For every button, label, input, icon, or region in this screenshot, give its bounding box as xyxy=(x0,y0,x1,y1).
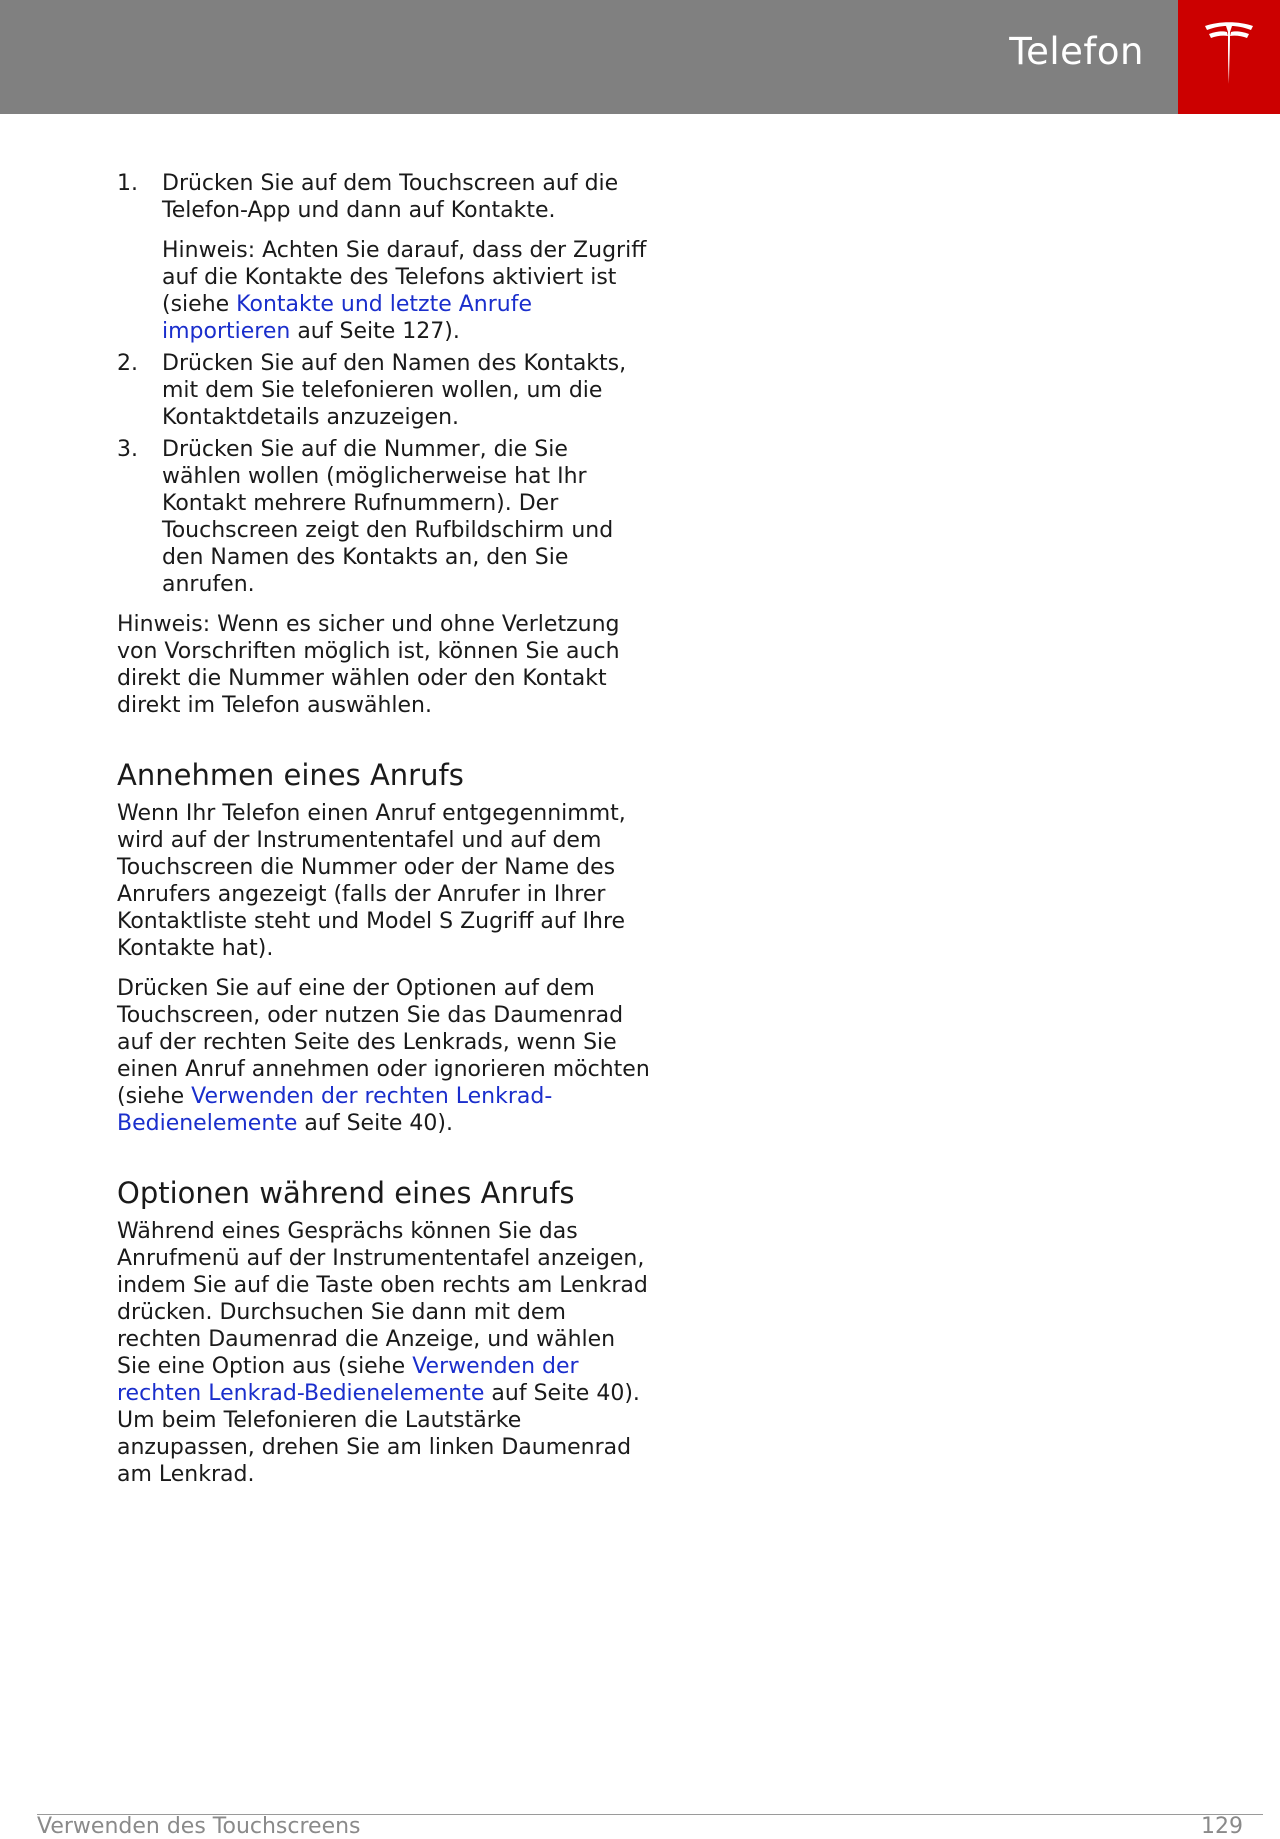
paragraph: Drücken Sie auf eine der Optionen auf dem Touchscreen, oder nutzen Sie das Daumenrad auf der rechten Seite des Lenkrads, wenn Sie einen Anruf annehmen oder ignorieren möchten (siehe Verwenden der rechten Lenkrad-Bedienelemente auf Seite 40). xyxy=(117,976,650,1136)
paragraph: Während eines Gesprächs können Sie das Anrufmenü auf der Instrumententafel anzeigen, indem Sie auf die Taste oben rechts am Lenkrad drücken. Durchsuchen Sie dann mit dem rechten Daumenrad die Anzeige, und wählen Sie eine Option aus (siehe Verwenden der rechten Lenkrad-Bedienelemente auf Seite 40). Um beim Telefonieren die Lautstärke anzupassen, drehen Sie am linken Daumenrad am Lenkrad. xyxy=(117,1219,648,1487)
page-header xyxy=(0,0,1280,114)
link-lenkrad-bedienelemente[interactable]: Verwenden der rechten Lenkrad-Bedienelemente xyxy=(117,1084,553,1136)
main-content xyxy=(117,170,652,1488)
step-text: Drücken Sie auf die Nummer, die Sie wählen wollen (möglicherweise hat Ihr Kontakt mehrere Rufnummern). Der Touchscreen zeigt den Rufbildschirm und den Namen des Kontakts an, den Sie anrufen. xyxy=(162,437,614,597)
section-heading-annehmen: Annehmen eines Anrufs xyxy=(117,758,464,792)
footer-section-name: Verwenden des Touchscreens xyxy=(37,1814,361,1839)
logo-box xyxy=(1178,0,1280,114)
footer-page-number: 129 xyxy=(1201,1814,1243,1839)
link-kontakte-importieren[interactable]: Kontakte und letzte Anrufe importieren xyxy=(162,292,532,344)
tesla-t-logo-icon xyxy=(1203,20,1255,86)
step-number: 1. xyxy=(117,171,138,196)
step-number: 2. xyxy=(117,351,138,376)
step-text: Drücken Sie auf den Namen des Kontakts, mit dem Sie telefonieren wollen, um die Kontaktdetails anzuzeigen. xyxy=(162,351,627,430)
chapter-title: Telefon xyxy=(1009,30,1144,73)
step-number: 3. xyxy=(117,437,138,462)
note-paragraph: Hinweis: Wenn es sicher und ohne Verletzung von Vorschriften möglich ist, können Sie auch direkt die Nummer wählen oder den Kontakt direkt im Telefon auswählen. xyxy=(117,612,620,718)
step-item xyxy=(117,170,652,345)
section-heading-optionen: Optionen während eines Anrufs xyxy=(117,1176,575,1210)
step-item xyxy=(117,350,652,431)
paragraph: Wenn Ihr Telefon einen Anruf entgegennimmt, wird auf der Instrumententafel und auf dem Touchscreen die Nummer oder der Name des Anrufers angezeigt (falls der Anrufer in Ihrer Kontaktliste steht und Model S Zugriff auf Ihre Kontakte hat). xyxy=(117,801,626,961)
step-item xyxy=(117,436,652,598)
link-lenkrad-bedienelemente-2[interactable]: Verwenden der rechten Lenkrad-Bedienelemente xyxy=(117,1354,579,1406)
step-note: Hinweis: Achten Sie darauf, dass der Zugriff auf die Kontakte des Telefons aktiviert ist (siehe Kontakte und letzte Anrufe importieren auf Seite 127). xyxy=(162,238,647,344)
step-text: Drücken Sie auf dem Touchscreen auf die Telefon-App und dann auf Kontakte. xyxy=(162,171,619,223)
